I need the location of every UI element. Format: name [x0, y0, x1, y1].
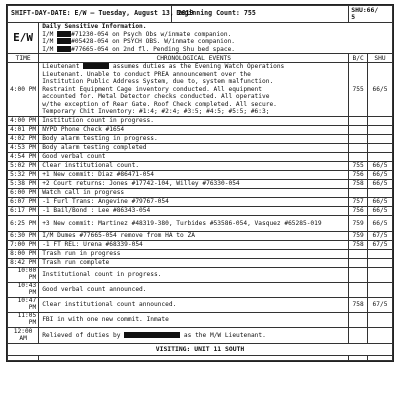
event-text: Institution count in progress. — [39, 116, 349, 125]
redaction — [124, 332, 180, 338]
event-text: -1 Bail/Bond : Lee #86343-054 — [39, 206, 349, 215]
event-lead: Lieutenant — [42, 63, 80, 71]
event-shu: 67/5 — [368, 231, 393, 240]
shu-count-top: SHU:66/ — [351, 6, 379, 14]
event-time: 8:42 PM — [8, 258, 39, 267]
event-shu: 67/5 — [368, 297, 393, 312]
column-header-row — [8, 54, 393, 63]
event-shu — [368, 249, 393, 258]
event-text: +1 New commit: Diaz #86471-054 — [39, 170, 349, 179]
event-bc — [349, 152, 368, 161]
event-time: 4:53 PM — [8, 143, 39, 152]
shu-count-bottom: 5 — [351, 13, 356, 21]
event-row — [8, 152, 393, 161]
event-bc: 759 — [349, 215, 368, 231]
event-row — [8, 116, 393, 125]
event-row — [8, 258, 393, 267]
event-bc: 759 — [349, 231, 368, 240]
visiting-header: VISITING: UNIT 11 SOUTH — [8, 343, 393, 355]
beginning-count: Beginning Count: 755 — [172, 6, 349, 23]
event-shu — [368, 327, 393, 343]
event-shu: 66/5 — [368, 179, 393, 188]
event-shu: 66/5 — [368, 63, 393, 117]
event-text: Trash run complete — [39, 258, 349, 267]
event-bc: 758 — [349, 297, 368, 312]
redaction — [57, 38, 71, 44]
daily-sensitive-row — [8, 23, 393, 54]
event-shu — [368, 152, 393, 161]
event-rest: assumes duties as the Evening Watch Operations — [109, 63, 285, 71]
header-row — [8, 6, 393, 23]
event-time: 4:00 PM — [8, 63, 39, 117]
event-bc — [349, 327, 368, 343]
event-text: Clear institutional count announced. — [39, 297, 349, 312]
event-bc — [349, 125, 368, 134]
event-shu — [368, 258, 393, 267]
event-time: 5:02 PM — [8, 161, 39, 170]
event-time: 12:00 AM — [8, 327, 39, 343]
col-shu: SHU — [368, 54, 393, 63]
event-shu — [368, 312, 393, 327]
event-bc — [349, 116, 368, 125]
event-text: Good verbal count — [39, 152, 349, 161]
event-time: 10:43 PM — [8, 282, 39, 297]
event-row — [8, 312, 393, 327]
event-text: Body alarm testing in progress. — [39, 134, 349, 143]
event-row — [8, 161, 393, 170]
daily-line-text: #77665-054 on 2nd fl. Pending Shu bed space. — [71, 45, 236, 53]
event-text — [39, 63, 349, 117]
event-row — [8, 188, 393, 197]
event-time: 11:05 PM — [8, 312, 39, 327]
event-text: NYPD Phone Check #1654 — [39, 125, 349, 134]
event-text: +2 Court returns: Jones #17742-104, Willey #76330-054 — [39, 179, 349, 188]
event-bc — [349, 312, 368, 327]
event-line: Restraint Equipment Cage inventory conducted. All equipment — [42, 85, 262, 93]
event-row — [8, 170, 393, 179]
event-line: w/the exception of Rear Gate. Roof Check completed. All secure. — [42, 100, 277, 108]
daily-line-prefix: I/M — [42, 38, 54, 46]
event-time: 4:54 PM — [8, 152, 39, 161]
event-time: 10:00 PM — [8, 267, 39, 282]
daily-line-prefix: I/M — [42, 45, 54, 53]
event-shu — [368, 267, 393, 282]
events-body — [8, 116, 393, 327]
event-text: +3 New commit: Martinez #48319-380, Turbides #53586-054, Vasquez #65285-019 — [39, 215, 349, 231]
event-shu: 66/5 — [368, 197, 393, 206]
event-shu: 67/5 — [368, 240, 393, 249]
event-bc: 756 — [349, 206, 368, 215]
shu-count-header — [349, 6, 393, 23]
event-text: -1 FT REL: Urena #68339-054 — [39, 240, 349, 249]
event-time: 6:07 PM — [8, 197, 39, 206]
event-time: 6:17 PM — [8, 206, 39, 215]
event-bc — [349, 258, 368, 267]
daily-line — [42, 38, 390, 46]
event-bc: 755 — [349, 161, 368, 170]
event-bc — [349, 267, 368, 282]
daily-line-text: #05428-054 on PSYCH OBS. W/inmate companion. — [71, 38, 236, 46]
daily-line — [42, 46, 390, 54]
event-row — [8, 179, 393, 188]
event-bc — [349, 188, 368, 197]
event-time: 6:30 PM — [8, 231, 39, 240]
event-line — [42, 63, 346, 71]
duty-log-table — [7, 5, 393, 361]
visiting-row — [8, 343, 393, 355]
event-bc — [349, 134, 368, 143]
col-events: CHRONOLOGICAL EVENTS — [39, 54, 349, 63]
event-time: 6:00 PM — [8, 188, 39, 197]
event-time: 5:32 PM — [8, 170, 39, 179]
event-shu: 66/5 — [368, 206, 393, 215]
event-row-last — [8, 327, 393, 343]
event-row — [8, 282, 393, 297]
event-time: 8:00 PM — [8, 249, 39, 258]
event-text: Watch call in progress — [39, 188, 349, 197]
event-row — [8, 206, 393, 215]
event-row — [8, 125, 393, 134]
shift-day-date: SHIFT-DAY-DATE: E/W – Tuesday, August 13, 2019 — [8, 6, 172, 23]
event-time: 10:47 PM — [8, 297, 39, 312]
event-text: Institutional count in progress. — [39, 267, 349, 282]
event-row — [8, 267, 393, 282]
event-rest: as the M/W Lieutenant. — [180, 331, 266, 339]
event-shu: 66/5 — [368, 170, 393, 179]
tail-cell — [349, 355, 368, 360]
event-bc: 758 — [349, 179, 368, 188]
event-shu — [368, 116, 393, 125]
event-time: 5:38 PM — [8, 179, 39, 188]
event-line: accounted for. Metal Detector checks conducted. All operative — [42, 93, 270, 101]
event-bc: 758 — [349, 240, 368, 249]
event-text: I/M Dumes #77665-054 remove from HA to ZA — [39, 231, 349, 240]
event-row — [8, 143, 393, 152]
event-shu — [368, 125, 393, 134]
tail-cell — [8, 355, 39, 360]
daily-line-prefix: I/M — [42, 30, 54, 38]
col-bc: B/C — [349, 54, 368, 63]
redaction — [83, 63, 109, 69]
event-text: Trash run in progress — [39, 249, 349, 258]
event-bc: 757 — [349, 197, 368, 206]
event-shu — [368, 143, 393, 152]
event-text: -1 Furl Trans: Angevine #79767-054 — [39, 197, 349, 206]
event-row — [8, 134, 393, 143]
event-time: 7:00 PM — [8, 240, 39, 249]
shift-code: E/W — [8, 23, 39, 54]
event-line: Institution Public Address System, due to, system malfunction. — [42, 78, 274, 86]
event-bc — [349, 249, 368, 258]
event-bc: 756 — [349, 170, 368, 179]
event-shu: 66/5 — [368, 161, 393, 170]
event-bc — [349, 282, 368, 297]
event-time: 4:00 PM — [8, 116, 39, 125]
event-text: Good verbal count announced. — [39, 282, 349, 297]
event-row — [8, 231, 393, 240]
event-line: Temporary Chit Inventory: #1:4; #2:4; #3:5; #4:5; #5:5; #6:3; — [42, 108, 270, 116]
event-text — [39, 327, 349, 343]
event-text: Body alarm testing completed — [39, 143, 349, 152]
daily-line-text: #71230-054 on Psych Obs w/inmate companion. — [71, 30, 232, 38]
event-bc: 755 — [349, 63, 368, 117]
event-row — [8, 240, 393, 249]
daily-sensitive-info — [39, 23, 393, 54]
event-text: Clear institutional count. — [39, 161, 349, 170]
event-row-first — [8, 63, 393, 117]
event-row — [8, 249, 393, 258]
duty-log-sheet — [6, 4, 394, 362]
event-shu — [368, 282, 393, 297]
tail-cell — [368, 355, 393, 360]
tail-cell — [39, 355, 349, 360]
redaction — [57, 46, 71, 52]
event-row — [8, 197, 393, 206]
event-time: 4:01 PM — [8, 125, 39, 134]
event-shu — [368, 134, 393, 143]
event-time: 4:02 PM — [8, 134, 39, 143]
tail-row — [8, 355, 393, 360]
daily-title: Daily Sensitive Information. — [42, 23, 147, 30]
event-shu: 66/5 — [368, 215, 393, 231]
daily-line — [42, 31, 390, 39]
col-time: TIME — [8, 54, 39, 63]
event-row — [8, 215, 393, 231]
event-bc — [349, 143, 368, 152]
event-lead: Relieved of duties by — [42, 331, 121, 339]
redaction — [57, 31, 71, 37]
event-row — [8, 297, 393, 312]
event-time: 6:25 PM — [8, 215, 39, 231]
event-shu — [368, 188, 393, 197]
event-line: Lieutenant. Unable to conduct PREA announcement over the — [42, 70, 251, 78]
event-text: FBI in with one new commit. Inmate — [39, 312, 349, 327]
